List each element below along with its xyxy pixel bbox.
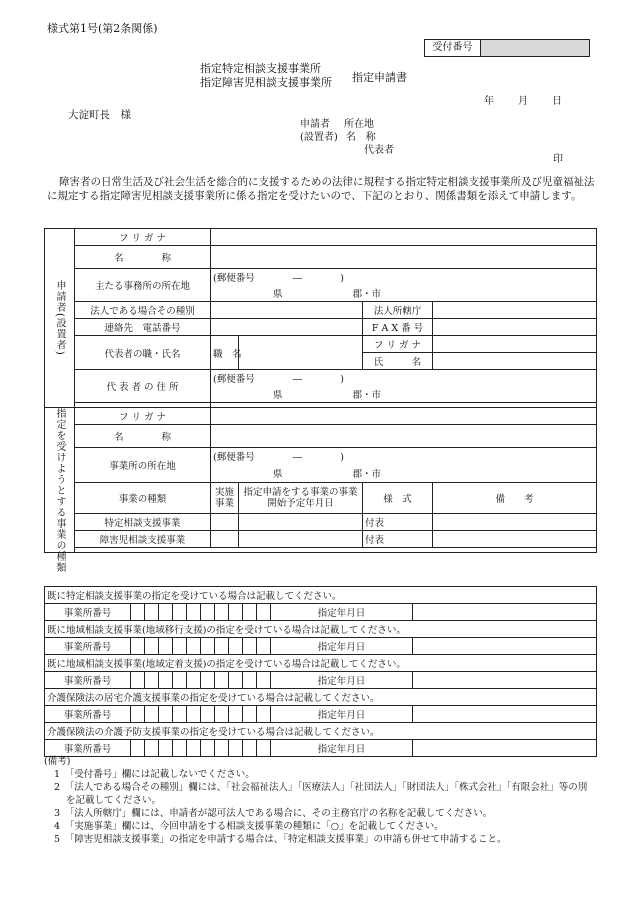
- digit-cell[interactable]: [215, 604, 229, 621]
- city-label: 郡・市: [352, 289, 382, 300]
- digit-cell[interactable]: [257, 672, 271, 689]
- applicant-location-label: 所在地: [344, 119, 374, 130]
- contact-label: [75, 319, 211, 336]
- digit-cell[interactable]: [229, 672, 243, 689]
- remarks-cell[interactable]: [433, 531, 597, 548]
- start-date-cell[interactable]: [239, 531, 363, 548]
- designation-date-label: 指定年月日: [271, 604, 413, 621]
- note-item: 5 「障害児相談支援事業」の指定を申請する場合は、「特定相談支援事業」の申請も併せて申請すること。: [54, 834, 507, 845]
- office-no-label: 事業所番号: [45, 604, 131, 621]
- rep-city-label: 郡・市: [352, 390, 382, 401]
- digit-cell[interactable]: [243, 740, 257, 757]
- position-field[interactable]: [239, 336, 363, 370]
- digit-cell[interactable]: [215, 740, 229, 757]
- business-name-field[interactable]: [211, 425, 597, 448]
- format-header: 様 式: [363, 483, 433, 514]
- business-city-label: 郡・市: [352, 469, 382, 480]
- digit-cell[interactable]: [145, 740, 159, 757]
- date-month: 月: [518, 96, 528, 107]
- office-no-label: 事業所番号: [45, 706, 131, 723]
- receipt-number-box: [424, 39, 590, 57]
- notes-header: (備考): [44, 756, 71, 767]
- digit-cell[interactable]: [201, 672, 215, 689]
- rep-title-name-label: 代表者の職・氏名: [75, 336, 211, 370]
- rep-fullname-field[interactable]: [433, 353, 597, 370]
- rep-address-label: 代 表 者 の 住 所: [75, 370, 211, 403]
- furigana-label: フ リ ガ ナ: [75, 229, 211, 246]
- spacer-cell-4: [75, 550, 597, 553]
- rep-address-line[interactable]: [211, 386, 597, 403]
- digit-cell[interactable]: [187, 740, 201, 757]
- format-cell: 付表: [363, 514, 433, 531]
- designation-date-label: 指定年月日: [271, 740, 413, 757]
- digit-cell[interactable]: [257, 638, 271, 655]
- digit-cell[interactable]: [131, 638, 145, 655]
- digit-cell[interactable]: [257, 604, 271, 621]
- note-item: 3 「法人所轄庁」欄には、申請者が認可法人である場合に、その主務官庁の名称を記載してください。: [54, 808, 493, 819]
- digit-cell[interactable]: [229, 706, 243, 723]
- digit-cell[interactable]: [131, 740, 145, 757]
- document-title-right: 指定申請書: [352, 71, 407, 84]
- date-line: [484, 92, 562, 107]
- digit-cell[interactable]: [201, 706, 215, 723]
- digit-cell[interactable]: [187, 706, 201, 723]
- application-table: [44, 228, 597, 573]
- business-address-label: 事業所の所在地: [75, 448, 211, 483]
- designation-date-label: 指定年月日: [271, 638, 413, 655]
- form-number: 様式第1号(第2条関係): [47, 22, 158, 35]
- designation-date-field[interactable]: [413, 706, 597, 723]
- existing-designations-table: [44, 586, 597, 757]
- rep-furigana-label: フ リ ガ ナ: [363, 336, 433, 353]
- digit-cell[interactable]: [187, 672, 201, 689]
- start-date-header: 指定申請をする事業の事業開始予定年月日: [239, 483, 363, 514]
- digit-cell[interactable]: [243, 604, 257, 621]
- contact-text: 連絡先: [104, 323, 133, 334]
- seal-mark: 印: [553, 154, 563, 165]
- fax-label: F A X 番 号: [363, 319, 433, 336]
- furigana-field[interactable]: [211, 229, 597, 246]
- phone-field[interactable]: [211, 319, 363, 336]
- implement-header: 実施事業: [211, 483, 239, 514]
- digit-cell[interactable]: [159, 638, 173, 655]
- digit-cell[interactable]: [243, 672, 257, 689]
- rep-postal-line: (郵便番号 ― ): [211, 370, 597, 387]
- digit-cell[interactable]: [173, 672, 187, 689]
- digit-cell[interactable]: [201, 740, 215, 757]
- office-no-label: 事業所番号: [45, 638, 131, 655]
- existing-note: 既に地域相談支援事業(地域移行支援)の指定を受けている場合は記載してください。: [45, 621, 597, 638]
- remarks-cell[interactable]: [433, 514, 597, 531]
- service-type-header: 事業の種類: [75, 483, 211, 514]
- digit-cell[interactable]: [215, 672, 229, 689]
- designation-date-field[interactable]: [413, 604, 597, 621]
- designation-date-label: 指定年月日: [271, 672, 413, 689]
- digit-cell[interactable]: [243, 706, 257, 723]
- corp-type-field[interactable]: [211, 302, 363, 319]
- phone-label: 電話番号: [142, 323, 181, 334]
- designation-date-field[interactable]: [413, 638, 597, 655]
- business-address-line[interactable]: [211, 464, 597, 483]
- applicant-side-label: 申請者(設置者): [45, 229, 75, 408]
- start-date-cell[interactable]: [239, 514, 363, 531]
- existing-note: 既に特定相談支援事業の指定を受けている場合は記載してください。: [45, 587, 597, 604]
- office-no-label: 事業所番号: [45, 672, 131, 689]
- digit-cell[interactable]: [145, 672, 159, 689]
- digit-cell[interactable]: [257, 706, 271, 723]
- business-name-label: 名 称: [75, 425, 211, 448]
- service-row-name: 特定相談支援事業: [75, 514, 211, 531]
- digit-cell[interactable]: [159, 604, 173, 621]
- address-line[interactable]: [211, 285, 597, 302]
- digit-cell[interactable]: [173, 604, 187, 621]
- position-label: 職 名: [211, 336, 239, 370]
- existing-note: 既に地域相談支援事業(地域定着支援)の指定を受けている場合は記載してください。: [45, 655, 597, 672]
- applicant-role: 申請者: [300, 119, 330, 130]
- prefecture-label: 県: [273, 289, 283, 300]
- corp-office-label: 法人所轄庁: [363, 302, 433, 319]
- remarks-header: 備 考: [433, 483, 597, 514]
- digit-cell[interactable]: [215, 706, 229, 723]
- receipt-number-field[interactable]: [481, 40, 589, 56]
- corp-type-label: 法人である場合その種別: [75, 302, 211, 319]
- rep-furigana-field[interactable]: [433, 336, 597, 353]
- digit-cell[interactable]: [257, 740, 271, 757]
- designation-date-label: 指定年月日: [271, 706, 413, 723]
- rep-fullname-label: 氏 名: [363, 353, 433, 370]
- title-line-1: 指定特定相談支援事業所: [200, 62, 321, 75]
- fax-field[interactable]: [433, 319, 597, 336]
- existing-note: 介護保険法の居宅介護支援事業の指定を受けている場合は記載してください。: [45, 689, 597, 706]
- digit-cell[interactable]: [145, 638, 159, 655]
- business-side-label: 指定を受けようとする事業の種類: [45, 408, 75, 553]
- digit-cell[interactable]: [173, 706, 187, 723]
- applicant-rep-label: 代表者: [364, 145, 394, 156]
- digit-cell[interactable]: [131, 672, 145, 689]
- designation-date-field[interactable]: [413, 672, 597, 689]
- applicant-block: [300, 118, 394, 157]
- applicant-role-sub: (設置者): [300, 132, 338, 143]
- name-label: 名 称: [75, 246, 211, 269]
- digit-cell[interactable]: [229, 740, 243, 757]
- digit-cell[interactable]: [173, 740, 187, 757]
- digit-cell[interactable]: [229, 604, 243, 621]
- digit-cell[interactable]: [229, 638, 243, 655]
- format-cell: 付表: [363, 531, 433, 548]
- existing-note: 介護保険法の介護予防支援事業の指定を受けている場合は記載してください。: [45, 723, 597, 740]
- digit-cell[interactable]: [131, 706, 145, 723]
- implement-cell[interactable]: [211, 531, 239, 548]
- intro-paragraph: 障害者の日常生活及び社会生活を総合的に支援するための法律に規程する指定特定相談支援事業所及び児童福祉法に規定する指定障害児相談支援事業所に係る指定を受けたいので、下記のとおり、関係書類を添えて申請します。: [47, 176, 595, 202]
- digit-cell[interactable]: [201, 638, 215, 655]
- digit-cell[interactable]: [187, 638, 201, 655]
- service-row-name: 障害児相談支援事業: [75, 531, 211, 548]
- notes-section: [44, 755, 596, 846]
- digit-cell[interactable]: [159, 672, 173, 689]
- rep-prefecture-label: 県: [273, 390, 283, 401]
- date-year: 年: [484, 96, 494, 107]
- applicant-name-label: 名 称: [345, 132, 376, 143]
- digit-cell[interactable]: [215, 638, 229, 655]
- title-line-2: 指定障害児相談支援事業所: [200, 76, 332, 89]
- date-day: 日: [552, 96, 562, 107]
- receipt-number-label: 受付番号: [425, 40, 481, 56]
- implement-cell[interactable]: [211, 514, 239, 531]
- digit-cell[interactable]: [201, 604, 215, 621]
- addressee: 大淀町長 様: [68, 109, 131, 121]
- postal-code-line: (郵便番号 ― ): [211, 269, 597, 286]
- digit-cell[interactable]: [159, 706, 173, 723]
- business-postal-line: (郵便番号 ― ): [211, 448, 597, 465]
- note-item: 1 「受付番号」欄には記載しないでください。: [54, 769, 255, 780]
- digit-cell[interactable]: [145, 604, 159, 621]
- digit-cell[interactable]: [187, 604, 201, 621]
- digit-cell[interactable]: [145, 706, 159, 723]
- name-field[interactable]: [211, 246, 597, 269]
- business-prefecture-label: 県: [273, 469, 283, 480]
- digit-cell[interactable]: [173, 638, 187, 655]
- document-title-left: [200, 62, 332, 90]
- note-item: 2 「法人である場合その種別」欄には、「社会福祉法人」「医療法人」「社団法人」「財団法人」「株式会社」「有限会社」等の別を記載してください。: [54, 782, 588, 806]
- digit-cell[interactable]: [243, 638, 257, 655]
- note-item: 4 「実施事業」欄には、今回申請をする相談支援事業の種類に「○」を記載してください。: [54, 821, 444, 832]
- business-furigana-field[interactable]: [211, 408, 597, 425]
- corp-office-field[interactable]: [433, 302, 597, 319]
- digit-cell[interactable]: [131, 604, 145, 621]
- designation-date-field[interactable]: [413, 740, 597, 757]
- office-no-label: 事業所番号: [45, 740, 131, 757]
- digit-cell[interactable]: [159, 740, 173, 757]
- business-furigana-label: フ リ ガ ナ: [75, 408, 211, 425]
- main-office-address-label: 主たる事務所の所在地: [75, 269, 211, 302]
